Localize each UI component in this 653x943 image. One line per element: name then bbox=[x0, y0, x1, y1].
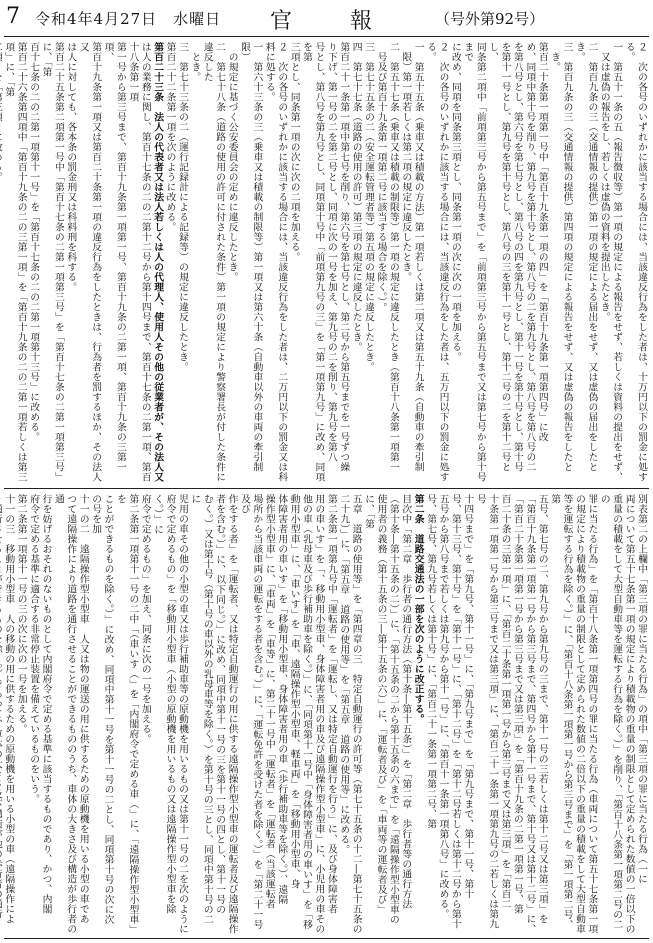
text-line: 五号から第八号まで若しくは第九号から第十一号」に、「第百十一条第一項第八号」に改める。 bbox=[437, 494, 449, 920]
text-line: むく。）又は第十号（第十号の車以外の乳母車等を除く。）を第十号の三とし、同項中第十号の二に bbox=[189, 494, 213, 925]
header-rule bbox=[4, 36, 649, 37]
text-line: 用の車いす」を「、移動用小型車、身体障害者用の車及び遠隔操作型小型車」に、小児用の車その bbox=[313, 494, 325, 934]
text-line: 一 第六十三条の三（乗車又は積載の制限等）第一項又は第六十条（自動車以外の車両の牽引制限） bbox=[239, 42, 263, 472]
text-line: 五章 道路の使用等」を「第四章の三 特定自動運行の許可等（第七十五条の十二―第七十五条の bbox=[350, 494, 362, 934]
section-divider bbox=[4, 488, 649, 489]
text-line: る。 bbox=[425, 42, 437, 62]
text-line: 十一の三 移動用小型車 人の移動の用に供するための原動機を用いる小型の車（遠隔操作によ bbox=[3, 494, 15, 924]
text-line: 四 第七十七条（道路の使用の許可）第三項の規定に違反したとき。 bbox=[350, 42, 362, 352]
text-line: 第一号から第三号まで、第百十九条第一項第一号、第百十九条の二第一項、第百十九条の三第一項、 bbox=[102, 42, 126, 472]
text-line: 五号、第七号の二、第九号から第九号の三まで、第十一号の三若しくは第十二号又は第三項」を bbox=[536, 494, 548, 924]
page-number: 7 bbox=[6, 4, 20, 29]
text-line: 二十九）」に、「第五章 道路の使用等」を「第五章 道路の使用等」に改める。 bbox=[338, 494, 350, 855]
text-line: 三 第百九条の三（交通情報の提供）第四項の規定による報告をせず、又は虚偽の報告をしたと bbox=[561, 42, 573, 472]
text-line: 百十七条の二の二第一項第十一号」を「第百十七条の二の二第一項第十三号」に改める。 bbox=[28, 42, 40, 442]
text-line: 児用の車その他の小型の車又は歩行補助車等の原動機を用いるもの又は第十一号の二を次のように bbox=[176, 494, 188, 934]
text-line: に改め、同項を同条第三項とし、同条第一項の次に次の一項を加える。 bbox=[449, 42, 461, 362]
text-line: る。 bbox=[623, 42, 635, 62]
text-line bbox=[0, 494, 2, 934]
text-line: 一 第五十一条の五（報告徴収等）第一項の規定による報告をせず、若しくは資料の提出をせず、 bbox=[611, 42, 623, 482]
text-line: 号とし、第八号を第九号とし、同項第十号中「前項第九号の三」を「第一項第九号」に改め、同項を第 bbox=[301, 42, 325, 482]
text-line: 限）第一項若しくは第二項の規定に違反したとき。 bbox=[400, 52, 412, 282]
text-line: 一 第五十五条（乗車又は積載の方法）第一項若しくは第二項又は第五十九条（自動車の牽引制 bbox=[412, 42, 424, 472]
text-line: 別表第二の上欄中「第三項の罪に当たる行為」の項中「第三項の罪に当たる行為（一に bbox=[636, 494, 647, 884]
text-line: 号及び第百十九条第一項第二号に該当する場合を除く。）。 bbox=[375, 52, 387, 313]
text-line: 動用小型車」に、「車いす」を「車、遠隔操作型小型車、軽車両」を「移動用小型車、身 bbox=[288, 494, 300, 890]
text-line: 十一の二 遠隔操作型小型車 人又は物の運送の用に供するための原動機を用いる小型の車であ bbox=[77, 494, 89, 924]
text-line: 作をする者」を「運転者、又は特定自動運行の用に供する遠隔操作型小型車の運転者及び遠隔操作 bbox=[226, 494, 238, 934]
text-line: 操作型小型車」に、「車両」を「車等」に、第二十一号中「運転者」を「運転者（当該運転者 bbox=[263, 494, 275, 910]
text-line: 十四号まで」を「第九号、第十一号」に、「第九号まで」を「第九号まで、第十一号、第十 bbox=[462, 494, 474, 900]
text-line: 百二十条の三第一項」に、「第百二十条第一項第一号から第三号まで又は第三項」を「第百二 bbox=[499, 494, 511, 910]
text-line: 使用者の義務（第十五条の三―第十五条の六）」に、「運転者及び」を「車両等の運転者及び」に、「第 bbox=[363, 494, 387, 915]
text-line: ２ 次の各号のいずれかに該当する場合には、当該違反行為をした者は、十万円以下の罰金に処す bbox=[636, 42, 647, 482]
text-line: 重量の積載をして大型自動車等を運転する行為を除く。）」を削り、「第百十八条第一項第二号の二の bbox=[598, 494, 623, 930]
lower-text-block bbox=[3, 494, 647, 934]
text-line: 又は虚偽の報告をし、若しくは虚偽の資料を提出したとき。 bbox=[598, 52, 610, 322]
text-line: 「第百二十条第一項第一号から第三号まで又は第三項」を「第百十九条の二第一項第一号、第 bbox=[511, 494, 523, 914]
text-line: 府令で定める基準に適合する非常停止装置を備えているものをいう。 bbox=[28, 494, 40, 804]
text-line: 二 第七十八条（道路の使用の許可に付された条件）第一項の規定により警察署長が付した条件に違反した bbox=[201, 42, 226, 482]
text-line: め、同項中第十号を削り、第九号を第十号とし、第八号の二を第九号とし、第八号を第八号の二 bbox=[524, 42, 536, 472]
text-line: 両について第五十七条第一項の規定により積載物の重量の制限として定められた数値の一倍以下の bbox=[623, 494, 635, 934]
text-line: 第二条第一項第九号中「運転者」を「運転し、又は特定自動運行を行う」に、及び身体障害者 bbox=[325, 494, 337, 914]
text-line: の規定により積載物の重量の制限として定められた数値の二倍以下の重量の積載をして大型自動車 bbox=[573, 494, 585, 934]
text-line: は人に対しても、各本条の罰金刑又は科料刑を科する。 bbox=[65, 42, 77, 292]
text-line: ことができるものを除く。）」に改め、同項中第十一号を第十一号の二とし、同項第十号の次に次の号を加 bbox=[90, 494, 114, 925]
gazette-title: 官 報 bbox=[270, 9, 391, 34]
text-line: 等を運転する行為を除く。）」に、「第百十八条第一項第一号から第三号まで」を「第一項第二号、第 bbox=[549, 494, 573, 930]
text-line: 二 第五十七条（乗車又は積載の制限等）第一項の規定に違反したとき（第百十八条第一項第一 bbox=[387, 42, 399, 472]
text-line: り下げ、第一号の二を第二号とし、同項に次の一号を加え、第九号の二を削り、第九号を第八 bbox=[325, 42, 337, 462]
text-line: 二 第百九条の三（交通情報の提供）第一項の規定による届出をせず、又は虚偽の届出をしたとき。 bbox=[573, 42, 598, 472]
text-line: ２ 次の各号のいずれかに該当する場合には、当該違反行為をした者は、二万円以下の罰金又は科 bbox=[276, 42, 288, 482]
footer-rule bbox=[4, 938, 649, 939]
text-line: 第百二十六条第四項中「第百十九条の二の三第一項」を「第百十九条の二の二第一項若しくは第三項」に、「第 bbox=[3, 42, 27, 482]
text-line: 第百二十五条第二項第一号中「第百十七条の二第一項第三号」を「第百十七条の二第一項第三号」に、「第 bbox=[40, 42, 64, 482]
text-line: 十条第一項第一号から第三号まで又は第三項」に、「第百二十一条第一項第九号の二若しくは第九号 bbox=[474, 494, 499, 930]
text-line: 三項とし、同条第一項の次に次の二項を加える。 bbox=[288, 42, 300, 262]
text-line: （第十条―第十五条の二）」に、「第十五条の二から第十五条の六まで」を「遠隔操作型小型車の bbox=[387, 494, 399, 925]
text-line: 第百二十二条第一項を次のように改める。 bbox=[164, 42, 176, 232]
text-line: 号、第十三号、第十号」を「第十一号」に、「第十二号」を「第十二号若しくは第十二号から第十 bbox=[449, 494, 461, 930]
text-line: き。 bbox=[549, 52, 561, 72]
text-line: 三 第七十五条の二（安全運転管理者等）第五項の規定に違反したとき。 bbox=[363, 42, 375, 372]
text-line: 第百二十一条第一項中第七号を削り、第六号を第七号とし、第二号から第五号までを一号ずつ繰 bbox=[338, 42, 350, 472]
text-line: 三 第七十三条の二（運行記録計による記録等）の規定に違反したとき。 bbox=[176, 42, 188, 372]
text-line: とき。 bbox=[189, 52, 201, 82]
text-line: 第二条第一項第十一号の三の次に次の一号を加える。 bbox=[15, 494, 27, 734]
text-line: 体障害者用の車いす」を「移動用小型車、身体障害者用の車（歩行補助車等を除く。）、遠隔 bbox=[276, 494, 288, 905]
text-line: 者を含む。）」に、以下同じ。）」に改め、同項中第十一号の三を第十一号の四とし、第十一号の bbox=[214, 494, 226, 915]
text-line: 府令で定めるもの」を加え、同条に次の一号を加える。 bbox=[139, 494, 151, 744]
issue-date: 令和4年4月27日 水曜日 bbox=[35, 10, 222, 28]
text-line: を第十一号とし、第九号を第十号とし、第八号の三を第十一号とし、第十二号の二を第十二号とし、 bbox=[487, 42, 511, 472]
text-line: 同条第二項中「前項第三号から第五号まで」を「前項第三号から第五号まで又は第七号から第十号まで bbox=[462, 42, 486, 482]
text-line: は人の業務に関し、第百十七条の二の二第十二号から第十四号まで、第百十七条の二第一項、第百十八条第一項 bbox=[127, 42, 151, 482]
text-line: 料に処する。 bbox=[263, 42, 275, 102]
text-line: 第二条 道路交通法の一部を次のように改正する。 bbox=[412, 494, 424, 724]
text-line: ２ 次の各号のいずれかに該当する場合には、当該違反行為をした者は、五万円以下の罰金に処す bbox=[437, 42, 449, 482]
text-line: 第百二十三条 法人の代表者又は法人若しくは人の代理人、使用人その他の従業者が、その法人又 bbox=[152, 42, 164, 482]
text-line: 第百十九条第一項又は第百二十条第一項の違反行為をしたときは、行為者を罰するほか、その法人又 bbox=[77, 42, 102, 482]
text-line: 「第百十九条第一項第一号から第三号まで、第四号から第十一号まで、第十号又は第十二号」に、 bbox=[524, 494, 536, 934]
text-line: 行を妨げるおそれのないものとして内閣府令で定める基準に該当するものであり、かつ、内閣 bbox=[40, 494, 52, 914]
text-line: 第二条第一項第十一号の二中「（車いす（」を「内閣府令で定める車（」に、「遠隔操作型小型車」を bbox=[114, 494, 139, 930]
text-line: 罪に当たる行為」を「第百十八条第一項第四号の罪に当たる行為（車両について第五十七条第一項 bbox=[586, 494, 598, 934]
text-line bbox=[0, 42, 2, 484]
page-header bbox=[0, 0, 653, 40]
text-line: 他の車（乳母車及び歩行補助車を除く。）」に、「同項第十一号中「身体障害者用の車いす」を「移 bbox=[301, 494, 313, 930]
upper-text-block bbox=[3, 42, 647, 484]
issue-number: （号外第92号） bbox=[435, 10, 545, 28]
text-line: を第八号とし、第六号を第七号とし、第八号の四を第九号とし、第十一号を第十号とし、第十号 bbox=[511, 42, 523, 472]
text-line: つて遠隔操作により道路を通行させることができるもののうち、車体の大きさ及び構造が歩行者の通 bbox=[52, 494, 77, 934]
text-line: の規定に基づく公安委員会の定めに違反したとき。 bbox=[226, 52, 238, 282]
text-line: 目次中「第二章 歩行者の通行方法（第十条―第十五条）」を「第二章 歩行者等の通行方法 bbox=[400, 494, 412, 910]
text-line: 場所から当該車両の運転をする者を含む。）」に、「運転免許を受けた者を除く。）」を「第二十一号及び bbox=[239, 494, 263, 930]
text-line: 第百二十条第一項第一号中「第百十九条第一項の四」を「第百十九条第一項第四号」に改 bbox=[536, 42, 548, 442]
text-line: 府令で定めるもの」を「移動用小型車（小型の原動機を用いるもの又は遠隔操作型小型車を除く。）」に bbox=[152, 494, 176, 914]
text-line: 号、第七号、第九号若しくは第十号」に、「第百二十一条第一項第二号、第 bbox=[425, 494, 437, 830]
